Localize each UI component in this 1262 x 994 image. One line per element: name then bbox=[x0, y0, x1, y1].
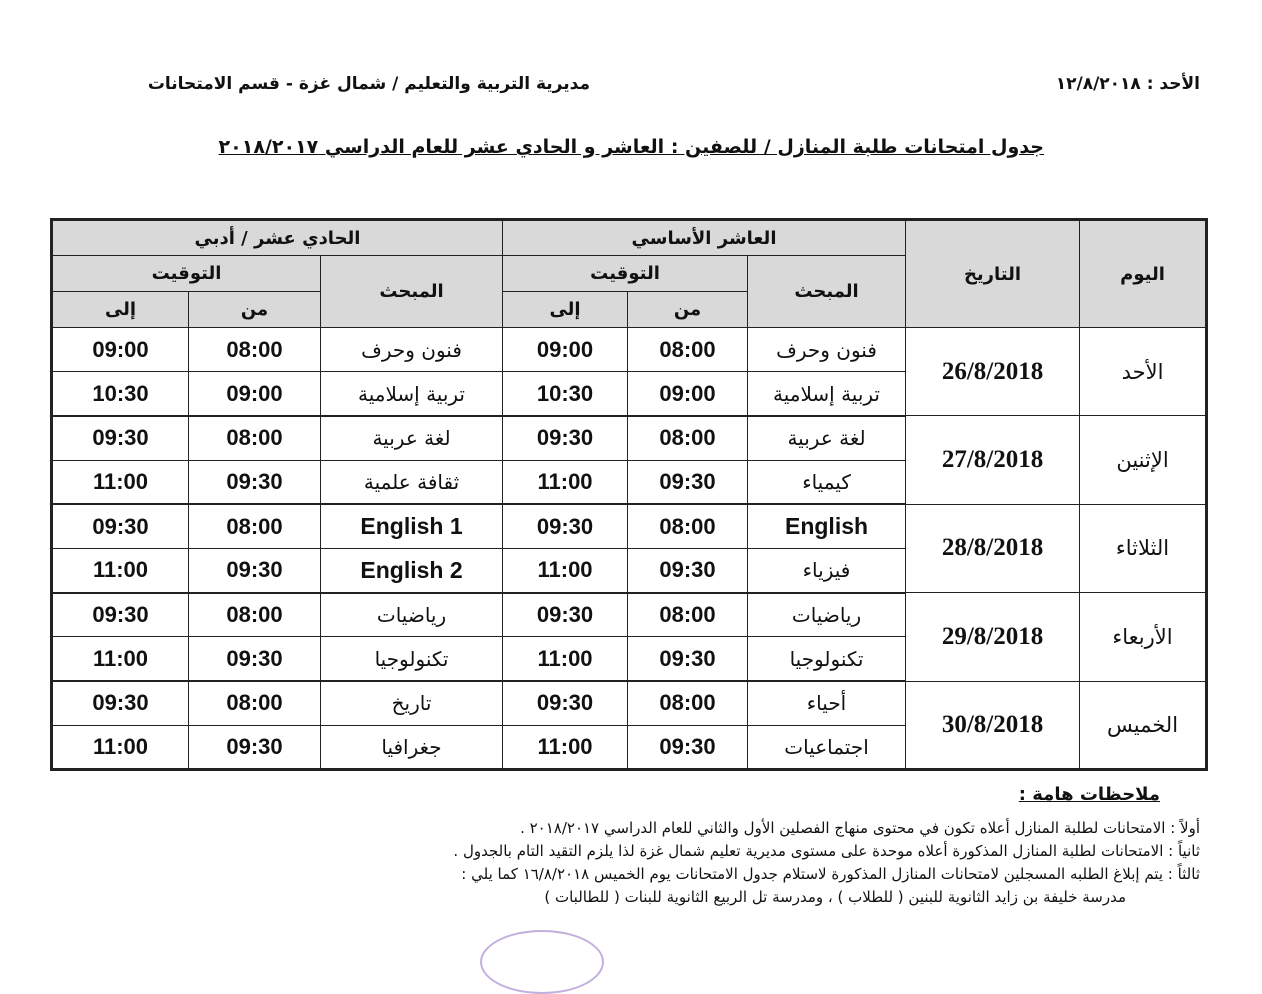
from-11-cell: 08:00 bbox=[189, 504, 321, 548]
to-11-cell: 09:00 bbox=[52, 328, 189, 372]
subject-11-cell: جغرافيا bbox=[321, 725, 503, 769]
subject-11-cell: English 1 bbox=[321, 504, 503, 548]
to-10-cell: 09:30 bbox=[503, 593, 628, 637]
from-10-cell: 09:30 bbox=[628, 725, 748, 769]
to-10-cell: 11:00 bbox=[503, 725, 628, 769]
to-10-cell: 09:30 bbox=[503, 504, 628, 548]
to-11-cell: 11:00 bbox=[52, 548, 189, 592]
date-cell: 30/8/2018 bbox=[906, 681, 1080, 770]
table-row bbox=[52, 416, 1207, 460]
from-11-cell: 09:30 bbox=[189, 548, 321, 592]
from-10-cell: 09:00 bbox=[628, 372, 748, 416]
day-cell: الأحد bbox=[1080, 328, 1207, 416]
subject-11-cell: English 2 bbox=[321, 548, 503, 592]
header-to-11: إلى bbox=[52, 292, 189, 328]
header-date: التاريخ bbox=[906, 220, 1080, 328]
from-11-cell: 09:30 bbox=[189, 460, 321, 504]
to-10-cell: 11:00 bbox=[503, 460, 628, 504]
notes-section bbox=[50, 784, 1200, 909]
header-timing-10: التوقيت bbox=[503, 256, 748, 292]
document-date: الأحد : ١٢/٨/٢٠١٨ bbox=[1055, 74, 1200, 94]
to-10-cell: 11:00 bbox=[503, 548, 628, 592]
from-10-cell: 09:30 bbox=[628, 637, 748, 681]
header-from-11: من bbox=[189, 292, 321, 328]
subject-11-cell: تكنولوجيا bbox=[321, 637, 503, 681]
from-10-cell: 08:00 bbox=[628, 593, 748, 637]
to-10-cell: 09:00 bbox=[503, 328, 628, 372]
from-11-cell: 09:30 bbox=[189, 637, 321, 681]
subject-10-cell: تربية إسلامية bbox=[748, 372, 906, 416]
to-10-cell: 10:30 bbox=[503, 372, 628, 416]
note-item: ثالثاً : يتم إبلاغ الطلبه المسجلين لامتحانات المنازل المذكورة لاستلام جدول الامتحانات يوم الخميس ١٦/٨/٢٠١٨ كما يلي : bbox=[461, 865, 1200, 883]
from-10-cell: 08:00 bbox=[628, 328, 748, 372]
header-day: اليوم bbox=[1080, 220, 1207, 328]
table-row bbox=[52, 681, 1207, 725]
to-11-cell: 09:30 bbox=[52, 593, 189, 637]
to-11-cell: 11:00 bbox=[52, 460, 189, 504]
date-cell: 28/8/2018 bbox=[906, 504, 1080, 592]
to-10-cell: 11:00 bbox=[503, 637, 628, 681]
subject-10-cell: تكنولوجيا bbox=[748, 637, 906, 681]
to-11-cell: 10:30 bbox=[52, 372, 189, 416]
to-11-cell: 11:00 bbox=[52, 725, 189, 769]
date-cell: 27/8/2018 bbox=[906, 416, 1080, 504]
to-11-cell: 11:00 bbox=[52, 637, 189, 681]
subject-10-cell: أحياء bbox=[748, 681, 906, 725]
table-row bbox=[52, 328, 1207, 372]
note-item: أولاً : الامتحانات لطلبة المنازل أعلاه تكون في محتوى منهاج الفصلين الأول والثاني للعام الدراسي ٢٠١٨/٢٠١٧ . bbox=[520, 819, 1200, 837]
subject-10-cell: رياضيات bbox=[748, 593, 906, 637]
from-10-cell: 09:30 bbox=[628, 548, 748, 592]
directorate-name: مديرية التربية والتعليم / شمال غزة - قسم الامتحانات bbox=[147, 74, 590, 94]
from-11-cell: 08:00 bbox=[189, 681, 321, 725]
day-cell: الإثنين bbox=[1080, 416, 1207, 504]
header-subject-11: المبحث bbox=[321, 256, 503, 328]
subject-10-cell: فيزياء bbox=[748, 548, 906, 592]
from-10-cell: 08:00 bbox=[628, 504, 748, 548]
from-11-cell: 09:30 bbox=[189, 725, 321, 769]
exam-schedule-table bbox=[50, 218, 1208, 771]
table-row bbox=[52, 504, 1207, 548]
from-10-cell: 08:00 bbox=[628, 681, 748, 725]
from-11-cell: 09:00 bbox=[189, 372, 321, 416]
note-item: ثانياً : الامتحانات لطلبة المنازل المذكورة أعلاه موحدة على مستوى مديرية تعليم شمال غزة لذا يلزم التقيد التام بالجدول . bbox=[453, 842, 1200, 860]
subject-10-cell: اجتماعيات bbox=[748, 725, 906, 769]
subject-10-cell: English bbox=[748, 504, 906, 548]
from-10-cell: 08:00 bbox=[628, 416, 748, 460]
header-from-10: من bbox=[628, 292, 748, 328]
date-cell: 26/8/2018 bbox=[906, 328, 1080, 416]
document-title: جدول امتحانات طلبة المنازل / للصفين : العاشر و الحادي عشر للعام الدراسي ٢٠١٨/٢٠١٧ bbox=[218, 136, 1044, 158]
date-cell: 29/8/2018 bbox=[906, 593, 1080, 681]
from-11-cell: 08:00 bbox=[189, 328, 321, 372]
subject-10-cell: فنون وحرف bbox=[748, 328, 906, 372]
day-cell: الخميس bbox=[1080, 681, 1207, 770]
to-11-cell: 09:30 bbox=[52, 416, 189, 460]
header-subject-10: المبحث bbox=[748, 256, 906, 328]
notes-title: ملاحظات هامة : bbox=[1018, 784, 1160, 805]
to-11-cell: 09:30 bbox=[52, 504, 189, 548]
subject-11-cell: تربية إسلامية bbox=[321, 372, 503, 416]
subject-10-cell: كيمياء bbox=[748, 460, 906, 504]
from-11-cell: 08:00 bbox=[189, 416, 321, 460]
stamp-icon bbox=[480, 930, 604, 994]
from-11-cell: 08:00 bbox=[189, 593, 321, 637]
to-10-cell: 09:30 bbox=[503, 416, 628, 460]
subject-11-cell: تاريخ bbox=[321, 681, 503, 725]
header-grade11: الحادي عشر / أدبي bbox=[52, 220, 503, 256]
subject-11-cell: لغة عربية bbox=[321, 416, 503, 460]
note-item: مدرسة خليفة بن زايد الثانوية للبنين ( للطلاب ) ، ومدرسة تل الربيع الثانوية للبنات ( للطالبات ) bbox=[544, 888, 1126, 906]
subject-11-cell: فنون وحرف bbox=[321, 328, 503, 372]
to-10-cell: 09:30 bbox=[503, 681, 628, 725]
subject-10-cell: لغة عربية bbox=[748, 416, 906, 460]
header-grade10: العاشر الأساسي bbox=[503, 220, 906, 256]
subject-11-cell: رياضيات bbox=[321, 593, 503, 637]
header-timing-11: التوقيت bbox=[52, 256, 321, 292]
header-to-10: إلى bbox=[503, 292, 628, 328]
to-11-cell: 09:30 bbox=[52, 681, 189, 725]
subject-11-cell: ثقافة علمية bbox=[321, 460, 503, 504]
day-cell: الثلاثاء bbox=[1080, 504, 1207, 592]
day-cell: الأربعاء bbox=[1080, 593, 1207, 681]
from-10-cell: 09:30 bbox=[628, 460, 748, 504]
table-row bbox=[52, 593, 1207, 637]
